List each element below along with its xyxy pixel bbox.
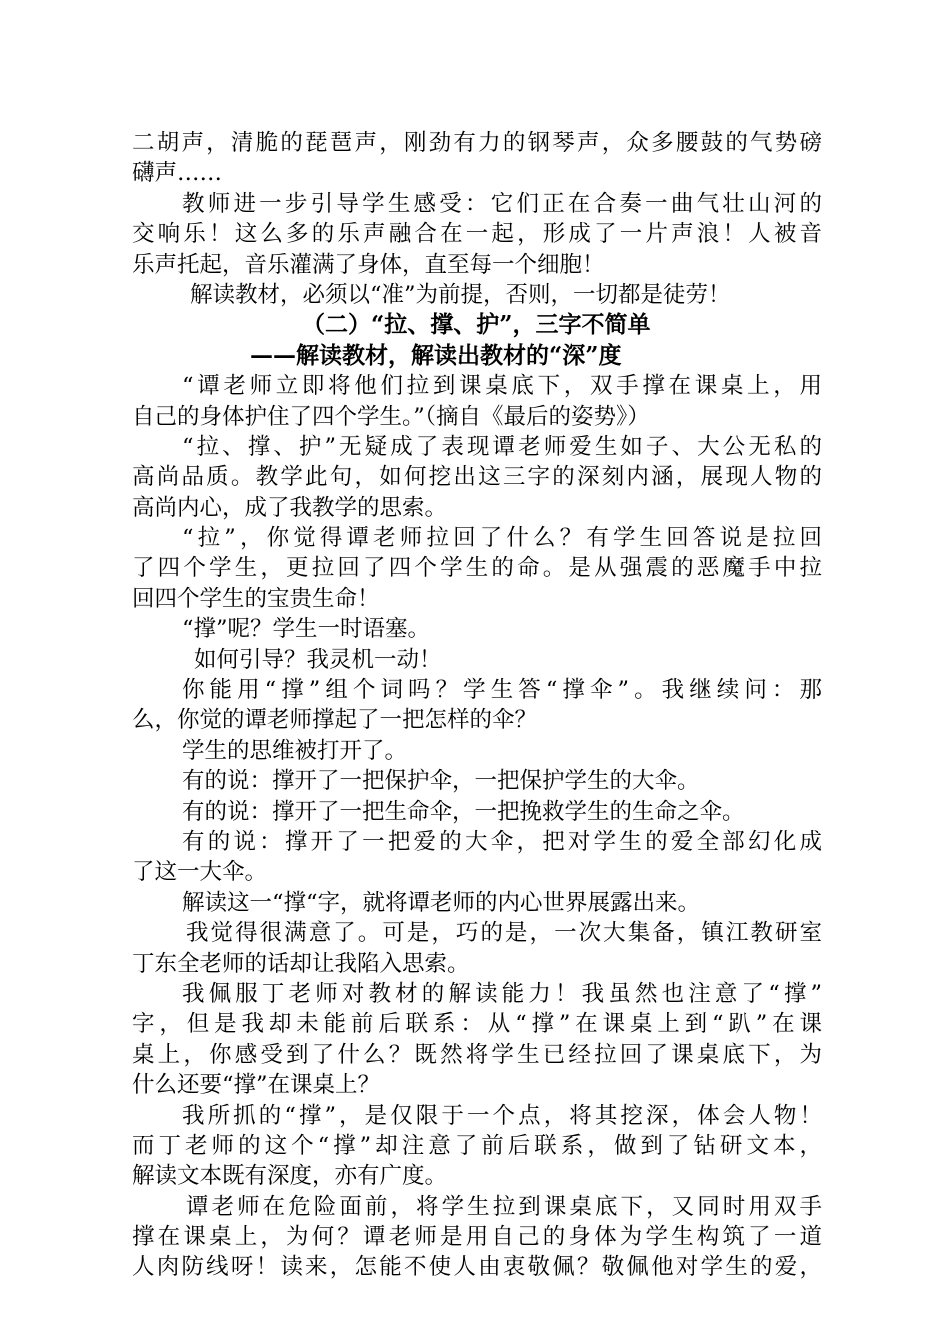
- text-line: 自己的身体护住了四个学生。”（摘自《最后的姿势》）: [132, 403, 650, 430]
- text-line: 有的说：撑开了一把爱的大伞，把对学生的爱全部幻化成: [182, 828, 822, 855]
- text-line: “拉、撑、护”无疑成了表现谭老师爱生如子、大公无私的: [182, 433, 822, 460]
- text-line: 回四个学生的宝贵生命！: [132, 585, 380, 612]
- text-line: 如何引导？我灵机一动！: [194, 646, 442, 673]
- text-line: 高尚内心，成了我教学的思索。: [132, 494, 448, 521]
- text-line: 解读这一“撑“字，就将谭老师的内心世界展露出来。: [182, 889, 701, 916]
- document-page: [132, 128, 822, 1283]
- text-line: 教师进一步引导学生感受：它们正在合奏一曲气壮山河的: [182, 190, 822, 217]
- text-line: 而丁老师的这个“撑”却注意了前后联系，做到了钻研文本，: [132, 1132, 822, 1159]
- text-line: 人肉防线呀！读来，怎能不使人由衷敬佩？敬佩他对学生的爱，: [132, 1254, 822, 1281]
- text-line: 了四个学生，更拉回了四个学生的命。是从强震的恶魔手中拉: [132, 555, 822, 582]
- text-line: 我所抓的“撑”，是仅限于一个点，将其挖深，体会人物！: [182, 1102, 822, 1129]
- text-line: 学生的思维被打开了。: [182, 737, 408, 764]
- text-line: 解读教材，必须以“准”为前提，否则，一切都是徒劳！: [190, 281, 731, 308]
- section-heading: ——解读教材，解读出教材的“深”度: [250, 341, 622, 369]
- text-line: 乐声托起，音乐灌满了身体，直至每一个细胞！: [132, 251, 605, 278]
- text-line: 有的说：撑开了一把生命伞，一把挽救学生的生命之伞。: [182, 798, 745, 825]
- text-line: 我觉得很满意了。可是，巧的是，一次大集备，镇江教研室: [186, 920, 822, 947]
- section-heading: （二）“拉、撑、护”，三字不简单: [302, 311, 651, 339]
- text-line: 撑在课桌上，为何？谭老师是用自己的身体为学生构筑了一道: [132, 1224, 822, 1251]
- text-line: 什么还要“撑”在课桌上？: [132, 1072, 381, 1099]
- text-line: 礴声……: [132, 160, 223, 187]
- text-line: 解读文本既有深度，亦有广度。: [132, 1163, 448, 1190]
- text-line: 丁东全老师的话却让我陷入思索。: [132, 950, 470, 977]
- text-line: 么，你觉的谭老师撑起了一把怎样的伞？: [132, 707, 538, 734]
- text-line: “拉”，你觉得谭老师拉回了什么？有学生回答说是拉回: [182, 525, 822, 552]
- text-line: 你能用“撑”组个词吗？学生答“撑伞”。我继续问：那: [182, 677, 822, 704]
- text-line: 字，但是我却未能前后联系：从“撑”在课桌上到“趴”在课: [132, 1011, 822, 1038]
- text-line: 桌上，你感受到了什么？既然将学生已经拉回了课桌底下，为: [132, 1041, 822, 1068]
- text-line: 高尚品质。教学此句，如何挖出这三字的深刻内涵，展现人物的: [132, 464, 822, 491]
- text-line: 谭老师在危险面前，将学生拉到课桌底下，又同时用双手: [186, 1193, 822, 1220]
- text-line: 二胡声，清脆的琵琶声，刚劲有力的钢琴声，众多腰鼓的气势磅: [132, 130, 822, 156]
- text-line: 我佩服丁老师对教材的解读能力！我虽然也注意了“撑”: [182, 980, 822, 1007]
- text-line: 交响乐！这么多的乐声融合在一起，形成了一片声浪！人被音: [132, 221, 822, 248]
- text-line: 了这一大伞。: [132, 859, 268, 886]
- text-line: 有的说：撑开了一把保护伞，一把保护学生的大伞。: [182, 768, 700, 795]
- text-line: “谭老师立即将他们拉到课桌底下，双手撑在课桌上，用: [182, 373, 822, 400]
- text-line: “撑”呢？学生一时语塞。: [182, 616, 431, 643]
